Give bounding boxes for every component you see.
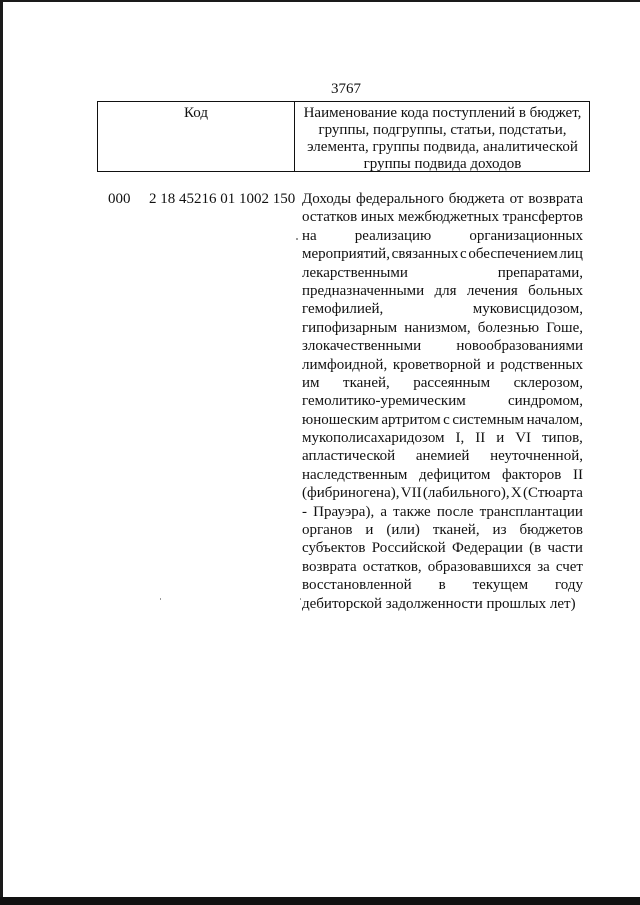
description-word: системным xyxy=(452,411,525,428)
description-word: за xyxy=(537,558,550,575)
description-word: наследственным xyxy=(302,466,408,483)
description-line xyxy=(302,356,583,374)
description-line xyxy=(302,466,583,484)
description-word: синдромом, xyxy=(507,393,583,410)
description-word: рассеянным xyxy=(413,374,491,391)
description-line xyxy=(302,558,583,576)
description-word: тканей, xyxy=(432,522,480,539)
description-word: (фибриногена), xyxy=(302,485,400,502)
description-line xyxy=(302,503,583,521)
scan-speck xyxy=(160,598,161,600)
description-word: типов, xyxy=(541,430,583,447)
description-word: анемией xyxy=(415,448,470,465)
header-table xyxy=(97,101,590,172)
description-word: тканей, xyxy=(343,374,390,391)
description-word: лимфоидной, xyxy=(302,356,388,373)
description-word: и xyxy=(365,522,374,539)
description-word: артритом xyxy=(381,411,441,428)
description-word: органов xyxy=(302,522,353,539)
description-word: обеспечением xyxy=(468,246,558,263)
description-word: от xyxy=(509,191,524,207)
description-line xyxy=(302,595,583,613)
description-word: VII xyxy=(400,485,422,502)
description-word: федерального xyxy=(355,191,444,207)
description-word: муковисцидозом, xyxy=(472,301,583,318)
description-line xyxy=(302,576,583,594)
description-word: иных xyxy=(360,209,395,226)
description-line xyxy=(302,374,583,392)
description-line xyxy=(302,539,583,557)
description-word: мукополисахаридозом xyxy=(302,430,445,447)
description-word: дебиторской задолженности прошлых лет) xyxy=(302,595,576,612)
description-line xyxy=(302,484,583,502)
description-word: бюджетов xyxy=(519,522,583,539)
description-word: части xyxy=(547,540,583,557)
description-word: (или) xyxy=(386,522,420,539)
description-line xyxy=(302,337,583,355)
description-word: кроветворной xyxy=(392,356,481,373)
description-word: склерозом, xyxy=(513,374,583,391)
description-word: с xyxy=(460,246,467,263)
description-word: связанных xyxy=(391,246,459,263)
description-word: апластической xyxy=(302,448,396,465)
description-word: предназначенными xyxy=(302,282,425,299)
description-line xyxy=(302,190,583,208)
description-word: текущем xyxy=(472,577,529,594)
description-line xyxy=(302,300,583,318)
description-word: остатков, xyxy=(362,558,422,575)
description-word: Прауэра), xyxy=(313,503,375,520)
description-word: после xyxy=(436,503,474,520)
row-group-code: 000 xyxy=(108,191,131,207)
description-word: возврата xyxy=(528,191,583,207)
description-word: из xyxy=(492,522,507,539)
description-word: с xyxy=(443,411,450,428)
scan-speck xyxy=(296,238,298,240)
description-line xyxy=(302,227,583,245)
scan-edge-bottom xyxy=(0,897,640,905)
description-word: Федерации xyxy=(452,540,523,557)
description-word: нанизмом, xyxy=(404,319,471,336)
description-word: юношеским xyxy=(302,411,379,428)
description-word: факторов xyxy=(501,466,562,483)
header-code-column: Код xyxy=(184,105,208,121)
row-description xyxy=(302,190,583,613)
description-word: реализацию xyxy=(354,227,432,244)
description-line xyxy=(302,264,583,282)
description-word: II xyxy=(572,466,583,483)
description-word: (лабильного), xyxy=(422,485,510,502)
description-word: возврата xyxy=(302,558,357,575)
page-number: 3767 xyxy=(331,81,361,97)
scan-edge-top xyxy=(0,0,640,2)
description-word: родственных xyxy=(500,356,583,373)
description-word: в xyxy=(438,577,446,594)
description-word: гипофизарным xyxy=(302,319,398,336)
description-line xyxy=(302,429,583,447)
description-word: субъектов xyxy=(302,540,366,557)
description-word: препаратами, xyxy=(497,264,583,281)
description-line xyxy=(302,411,583,429)
description-word: злокачественными xyxy=(302,338,422,355)
description-line xyxy=(302,282,583,300)
description-word: (в xyxy=(529,540,542,557)
description-word: новообразованиями xyxy=(456,338,583,355)
description-line xyxy=(302,208,583,226)
description-word: дефицитом xyxy=(419,466,491,483)
description-word: также xyxy=(393,503,431,520)
scan-edge-left xyxy=(0,0,3,905)
row-budget-code: 2 18 45216 01 1002 150 xyxy=(149,191,296,207)
description-word: X xyxy=(510,485,522,502)
description-line xyxy=(302,245,583,263)
description-word: (Стюарта xyxy=(523,485,583,502)
description-word: Доходы xyxy=(302,191,352,207)
description-word: трансплантации xyxy=(479,503,583,520)
description-word: VI xyxy=(515,430,532,447)
description-word: межбюджетных xyxy=(398,209,500,226)
description-word: болезнью xyxy=(477,319,540,336)
description-word: лиц xyxy=(559,246,583,263)
description-word: гемолитико-уремическим xyxy=(302,393,466,410)
description-word: гемофилией, xyxy=(302,301,384,318)
description-word: восстановленной xyxy=(302,577,412,594)
description-word: мероприятий, xyxy=(302,246,390,263)
description-word: II xyxy=(475,430,486,447)
description-word: Российской xyxy=(371,540,446,557)
header-name-column: Наименование кода поступлений в бюджет, группы, подгруппы, статьи, подстатьи, элемента, группы подвида, аналитической группы подвида доходов xyxy=(303,105,582,172)
description-word: лечения xyxy=(466,282,518,299)
description-word: бюджета xyxy=(448,191,505,207)
description-word: лекарственными xyxy=(302,264,408,281)
description-word: им xyxy=(302,374,320,391)
description-line xyxy=(302,319,583,337)
description-word: году xyxy=(555,577,583,594)
description-word: Гоше, xyxy=(546,319,583,336)
description-word: - xyxy=(302,503,307,520)
description-word: счет xyxy=(555,558,583,575)
description-word: и xyxy=(496,430,505,447)
description-word: образовавшихся xyxy=(427,558,532,575)
description-word: и xyxy=(486,356,495,373)
description-line xyxy=(302,521,583,539)
scan-speck xyxy=(300,598,301,600)
description-word: организационных xyxy=(469,227,583,244)
description-word: неуточненной, xyxy=(490,448,583,465)
description-word: остатков xyxy=(302,209,358,226)
description-word: а xyxy=(380,503,388,520)
description-word: на xyxy=(302,227,317,244)
description-word: больных xyxy=(528,282,583,299)
description-line xyxy=(302,447,583,465)
description-word: началом, xyxy=(526,411,583,428)
description-line xyxy=(302,392,583,410)
description-word: для xyxy=(434,282,457,299)
description-word: трансфертов xyxy=(502,209,583,226)
description-word: I, xyxy=(455,430,465,447)
